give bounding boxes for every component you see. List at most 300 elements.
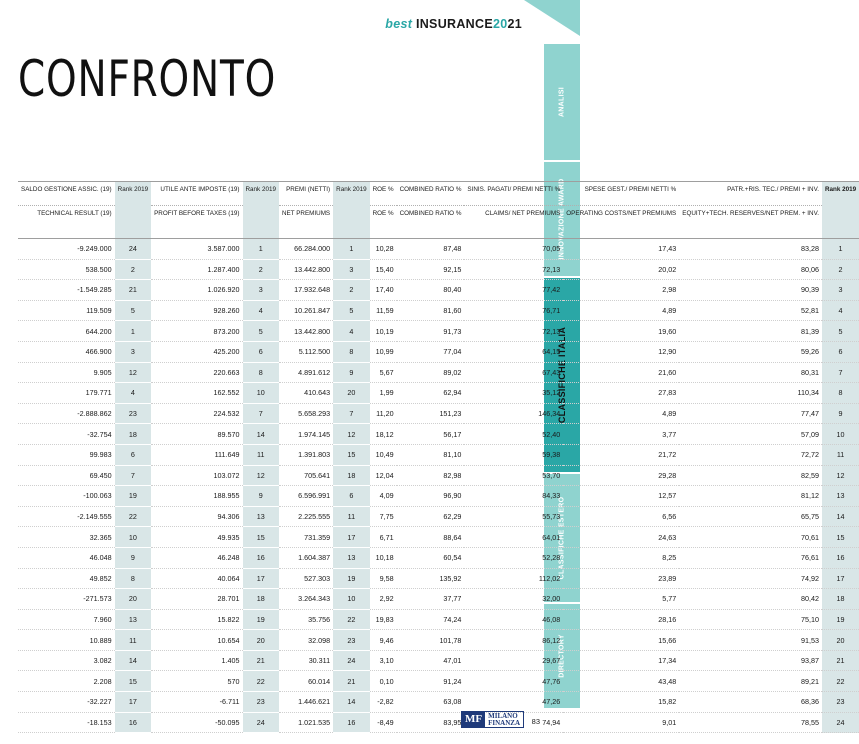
table-cell: 22 <box>333 609 369 630</box>
table-cell: 11,59 <box>370 300 397 321</box>
table-cell: 1.021.535 <box>279 712 333 733</box>
table-cell: 17 <box>115 692 151 713</box>
table-cell: 5 <box>333 300 369 321</box>
table-cell: 4 <box>115 383 151 404</box>
table-cell: 75,10 <box>679 609 822 630</box>
header-cell: UTILE ANTE IMPOSTE (19) <box>151 182 242 206</box>
table-cell: 89.570 <box>151 424 242 445</box>
table-row <box>18 589 859 610</box>
table-cell: 13 <box>115 609 151 630</box>
table-cell: 62,94 <box>397 383 465 404</box>
table-cell: 6,56 <box>563 506 679 527</box>
table-cell: 60,54 <box>397 547 465 568</box>
table-cell: 15 <box>115 671 151 692</box>
table-cell: 89,21 <box>679 671 822 692</box>
table-cell: -50.095 <box>151 712 242 733</box>
table-cell: 9,58 <box>370 568 397 589</box>
table-cell: 69.450 <box>18 465 115 486</box>
table-cell: 77,42 <box>464 280 563 301</box>
table-cell: 3.587.000 <box>151 239 242 260</box>
table-cell: 13.442.800 <box>279 259 333 280</box>
table-cell: 28,16 <box>563 609 679 630</box>
table-row <box>18 444 859 465</box>
table-cell: 19,60 <box>563 321 679 342</box>
table-cell: 3.264.343 <box>279 589 333 610</box>
table-cell: 5.112.500 <box>279 341 333 362</box>
table-cell: 220.663 <box>151 362 242 383</box>
table-row <box>18 362 859 383</box>
table-cell: 22 <box>243 671 279 692</box>
table-row <box>18 239 859 260</box>
table-cell: 62,29 <box>397 506 465 527</box>
table-row <box>18 403 859 424</box>
table-cell: 4,89 <box>563 300 679 321</box>
table-cell: 7 <box>115 465 151 486</box>
table-cell: 103.072 <box>151 465 242 486</box>
table-cell: 1 <box>822 239 859 260</box>
table-cell: 10,49 <box>370 444 397 465</box>
table-cell: 4 <box>333 321 369 342</box>
tab-label: CLASSIFICHE ESTERO <box>558 496 566 580</box>
table-cell: 90,39 <box>679 280 822 301</box>
table-cell: -2.149.555 <box>18 506 115 527</box>
table-cell: 6.596.991 <box>279 486 333 507</box>
table-cell: 12 <box>243 465 279 486</box>
table-cell: 146,34 <box>464 403 563 424</box>
table-cell: 3 <box>822 280 859 301</box>
header-cell: SINIS. PAGATI/ PREMI NETTI % <box>464 182 563 206</box>
table-cell: -2,82 <box>370 692 397 713</box>
table-cell: 74,94 <box>464 712 563 733</box>
table-cell: 47,76 <box>464 671 563 692</box>
table-cell: 3 <box>333 259 369 280</box>
table-cell: 72,13 <box>464 259 563 280</box>
table-cell: 16 <box>333 712 369 733</box>
table-cell: 67,43 <box>464 362 563 383</box>
table-cell: 81,39 <box>679 321 822 342</box>
table-cell: 13.442.800 <box>279 321 333 342</box>
table-cell: 10.889 <box>18 630 115 651</box>
logo-text <box>485 712 523 727</box>
table-cell: 7 <box>333 403 369 424</box>
table-cell: 15.822 <box>151 609 242 630</box>
table-cell: 7,75 <box>370 506 397 527</box>
table-cell: 37,77 <box>397 589 465 610</box>
corner-decoration <box>524 0 580 36</box>
header-cell: CLAIMS/ NET PREMIUMS <box>464 206 563 239</box>
header-cell: PREMI (NETTI) <box>279 182 333 206</box>
table-row <box>18 486 859 507</box>
table-cell: 77,47 <box>679 403 822 424</box>
table-cell: 59,38 <box>464 444 563 465</box>
table-cell: 10 <box>115 527 151 548</box>
table-cell: 135,92 <box>397 568 465 589</box>
table-cell: 59,26 <box>679 341 822 362</box>
table-cell: 13 <box>333 547 369 568</box>
table-cell: 83,28 <box>679 239 822 260</box>
table-cell: 873.200 <box>151 321 242 342</box>
table-cell: 6 <box>115 444 151 465</box>
table-cell: 77,04 <box>397 341 465 362</box>
table-cell: 11 <box>822 444 859 465</box>
table-row <box>18 321 859 342</box>
brand-year-b: 21 <box>507 17 522 31</box>
header-cell <box>333 206 369 239</box>
table-cell: 72,13 <box>464 321 563 342</box>
table-cell: 1.391.803 <box>279 444 333 465</box>
table-cell: 46,08 <box>464 609 563 630</box>
table-cell: 17,40 <box>370 280 397 301</box>
table-cell: 2 <box>115 259 151 280</box>
table-cell: 10,18 <box>370 547 397 568</box>
table-cell: 527.303 <box>279 568 333 589</box>
table-cell: 32,00 <box>464 589 563 610</box>
table-body <box>18 239 859 733</box>
table-cell: 15,40 <box>370 259 397 280</box>
table-cell: 17 <box>822 568 859 589</box>
table-cell: 3,10 <box>370 650 397 671</box>
header-cell: ROE % <box>370 206 397 239</box>
table-cell: 46.048 <box>18 547 115 568</box>
header-cell <box>822 206 859 239</box>
table-cell: 8 <box>822 383 859 404</box>
table-cell: 19 <box>243 609 279 630</box>
table-cell: 466.900 <box>18 341 115 362</box>
table-cell: 18 <box>333 465 369 486</box>
page-title: CONFRONTO <box>18 50 277 108</box>
brand-year-a: 20 <box>492 17 508 31</box>
table-row <box>18 465 859 486</box>
header-cell: OPERATING COSTS/NET PREMIUMS <box>563 206 679 239</box>
table-cell: 17.932.648 <box>279 280 333 301</box>
table-cell: 57,09 <box>679 424 822 445</box>
table-cell: 49.935 <box>151 527 242 548</box>
table-cell: 55,73 <box>464 506 563 527</box>
table-cell: 21,72 <box>563 444 679 465</box>
table-cell: -18.153 <box>18 712 115 733</box>
table-cell: 9 <box>243 486 279 507</box>
tab-label: ANALISI <box>558 86 566 118</box>
table-cell: 16 <box>115 712 151 733</box>
table-cell: 1,99 <box>370 383 397 404</box>
table-row <box>18 712 859 733</box>
table-cell: 63,08 <box>397 692 465 713</box>
table-cell: 20 <box>333 383 369 404</box>
header-cell: EQUITY+TECH. RESERVES/NET PREM. + INV. <box>679 206 822 239</box>
table-cell: 3,77 <box>563 424 679 445</box>
table-row <box>18 300 859 321</box>
table-cell: 4,09 <box>370 486 397 507</box>
table-cell: 94.306 <box>151 506 242 527</box>
table-cell: 224.532 <box>151 403 242 424</box>
table-cell: 23 <box>243 692 279 713</box>
tab-analisi[interactable] <box>544 42 580 160</box>
table-cell: 24 <box>243 712 279 733</box>
table-cell: 18 <box>115 424 151 445</box>
table-cell: 15 <box>333 444 369 465</box>
table-cell: 15,66 <box>563 630 679 651</box>
table-cell: 731.359 <box>279 527 333 548</box>
table-cell: 12 <box>115 362 151 383</box>
table-cell: 17,43 <box>563 239 679 260</box>
table-cell: 76,61 <box>679 547 822 568</box>
table-cell: -6.711 <box>151 692 242 713</box>
table-cell: 52,28 <box>464 547 563 568</box>
table-row <box>18 568 859 589</box>
table-cell: 81,60 <box>397 300 465 321</box>
table-cell: -100.063 <box>18 486 115 507</box>
table-cell: 3 <box>243 280 279 301</box>
table-cell: 14 <box>333 692 369 713</box>
table-cell: 7 <box>822 362 859 383</box>
table-cell: 119.509 <box>18 300 115 321</box>
table-row <box>18 650 859 671</box>
table-cell: 64,01 <box>464 527 563 548</box>
table-cell: 23 <box>333 630 369 651</box>
table-cell: 72,72 <box>679 444 822 465</box>
header-cell: COMBINED RATIO % <box>397 182 465 206</box>
table-cell: 80,42 <box>679 589 822 610</box>
table-cell: 10,99 <box>370 341 397 362</box>
table-cell: 32.098 <box>279 630 333 651</box>
table-cell: 179.771 <box>18 383 115 404</box>
header-cell: SPESE GEST./ PREMI NETTI % <box>563 182 679 206</box>
table-cell: 10,28 <box>370 239 397 260</box>
table-cell: 1.287.400 <box>151 259 242 280</box>
table-cell: 1.026.920 <box>151 280 242 301</box>
table-cell: 10 <box>243 383 279 404</box>
table-cell: 2.208 <box>18 671 115 692</box>
table-cell: 14 <box>115 650 151 671</box>
header-cell: PATR.+RIS. TEC./ PREMI + INV. <box>679 182 822 206</box>
table-cell: 2,98 <box>563 280 679 301</box>
table-cell: 12,90 <box>563 341 679 362</box>
table-cell: 20 <box>243 630 279 651</box>
page-number: 83 <box>531 717 540 726</box>
table-cell: 1.974.145 <box>279 424 333 445</box>
table-cell: 15,82 <box>563 692 679 713</box>
table-cell: 18 <box>822 589 859 610</box>
table-cell: 35,12 <box>464 383 563 404</box>
header-cell: COMBINED RATIO % <box>397 206 465 239</box>
table-row <box>18 280 859 301</box>
table-cell: 5,77 <box>563 589 679 610</box>
table-cell: -1.549.285 <box>18 280 115 301</box>
table-cell: 10.654 <box>151 630 242 651</box>
table-row <box>18 671 859 692</box>
table-cell: 78,55 <box>679 712 822 733</box>
table-cell: 81,10 <box>397 444 465 465</box>
table-cell: 52,81 <box>679 300 822 321</box>
table-cell: 40.064 <box>151 568 242 589</box>
table-cell: 4 <box>243 300 279 321</box>
table-cell: 9,01 <box>563 712 679 733</box>
table-cell: -32.754 <box>18 424 115 445</box>
table-cell: 538.500 <box>18 259 115 280</box>
header-cell: Rank 2019 <box>333 182 369 206</box>
table-cell: 24,63 <box>563 527 679 548</box>
table-cell: 35.756 <box>279 609 333 630</box>
table-cell: 9.905 <box>18 362 115 383</box>
table-cell: 23,89 <box>563 568 679 589</box>
table-cell: 19 <box>115 486 151 507</box>
table-cell: 80,31 <box>679 362 822 383</box>
table-cell: 70,05 <box>464 239 563 260</box>
table-cell: 16 <box>822 547 859 568</box>
table-row <box>18 383 859 404</box>
table-cell: 21 <box>115 280 151 301</box>
table-cell: 151,23 <box>397 403 465 424</box>
table-cell: 27,83 <box>563 383 679 404</box>
table-cell: 9 <box>333 362 369 383</box>
table-cell: 112,02 <box>464 568 563 589</box>
table-cell: 23 <box>822 692 859 713</box>
header-cell: PROFIT BEFORE TAXES (19) <box>151 206 242 239</box>
table-cell: 2.225.555 <box>279 506 333 527</box>
table-row <box>18 630 859 651</box>
table-cell: 23 <box>115 403 151 424</box>
table-cell: 11,20 <box>370 403 397 424</box>
table-cell: 6 <box>243 341 279 362</box>
table-cell: 5,67 <box>370 362 397 383</box>
table-cell: 1 <box>333 239 369 260</box>
table-cell: 111.649 <box>151 444 242 465</box>
table-cell: 18 <box>243 589 279 610</box>
header-cell: Rank 2019 <box>115 182 151 206</box>
table-cell: 2 <box>243 259 279 280</box>
table-cell: 68,36 <box>679 692 822 713</box>
table-cell: 162.552 <box>151 383 242 404</box>
table-cell: 21 <box>822 650 859 671</box>
table-cell: 2,92 <box>370 589 397 610</box>
table-cell: 11 <box>333 506 369 527</box>
header-row-english <box>18 206 859 239</box>
table-cell: 7 <box>243 403 279 424</box>
table-cell: 24 <box>822 712 859 733</box>
table-cell: 1 <box>243 239 279 260</box>
table-cell: 6 <box>333 486 369 507</box>
table-cell: 19 <box>822 609 859 630</box>
table-cell: 705.641 <box>279 465 333 486</box>
header-cell: NET PREMIUMS <box>279 206 333 239</box>
table-cell: -2.888.862 <box>18 403 115 424</box>
table-cell: 49.852 <box>18 568 115 589</box>
logo-mf: MF <box>462 712 485 727</box>
header-row-italian <box>18 182 859 206</box>
table-cell: 9,46 <box>370 630 397 651</box>
table-cell: 47,26 <box>464 692 563 713</box>
table-cell: 17,34 <box>563 650 679 671</box>
table-cell: -8,49 <box>370 712 397 733</box>
header-cell <box>243 206 279 239</box>
table-cell: 12 <box>333 424 369 445</box>
header-cell <box>115 206 151 239</box>
table-cell: 12 <box>822 465 859 486</box>
table-cell: 10 <box>333 589 369 610</box>
table-cell: 60.014 <box>279 671 333 692</box>
table-cell: 43,48 <box>563 671 679 692</box>
table-cell: 86,12 <box>464 630 563 651</box>
table-cell: 17 <box>333 527 369 548</box>
table-cell: 92,15 <box>397 259 465 280</box>
table-cell: 46.248 <box>151 547 242 568</box>
table-cell: 91,24 <box>397 671 465 692</box>
table-cell: 7.960 <box>18 609 115 630</box>
table-cell: 21,60 <box>563 362 679 383</box>
table-cell: 18,12 <box>370 424 397 445</box>
table-cell: 1.446.621 <box>279 692 333 713</box>
table-row <box>18 259 859 280</box>
table-cell: 12,04 <box>370 465 397 486</box>
table-cell: 64,15 <box>464 341 563 362</box>
header-cell: Rank 2019 <box>822 182 859 206</box>
table-cell: 425.200 <box>151 341 242 362</box>
table-cell: 91,53 <box>679 630 822 651</box>
brand-header <box>385 17 522 31</box>
table-cell: 89,02 <box>397 362 465 383</box>
table-cell: 52,40 <box>464 424 563 445</box>
header-cell: TECHNICAL RESULT (19) <box>18 206 115 239</box>
table-cell: 20 <box>115 589 151 610</box>
table-cell: 10,19 <box>370 321 397 342</box>
table-cell: 10 <box>822 424 859 445</box>
table-cell: 74,24 <box>397 609 465 630</box>
logo-line-1: MILANO <box>488 711 518 720</box>
table-cell: 410.643 <box>279 383 333 404</box>
comparison-table <box>18 178 859 733</box>
table-cell: 21 <box>243 650 279 671</box>
table-cell: 15 <box>243 527 279 548</box>
header-cell: SALDO GESTIONE ASSIC. (19) <box>18 182 115 206</box>
table-cell: 19,83 <box>370 609 397 630</box>
table-row <box>18 527 859 548</box>
table-cell: 93,87 <box>679 650 822 671</box>
table-cell: 96,90 <box>397 486 465 507</box>
table-cell: 928.260 <box>151 300 242 321</box>
table-cell: 4.891.612 <box>279 362 333 383</box>
table-cell: 80,06 <box>679 259 822 280</box>
table-cell: 19 <box>333 568 369 589</box>
table-cell: 5 <box>822 321 859 342</box>
table-row <box>18 609 859 630</box>
table-row <box>18 692 859 713</box>
tab-label: INNOVAZIONE AWARD <box>558 178 566 260</box>
mf-milano-finanza-logo <box>461 711 524 728</box>
table-cell: 91,73 <box>397 321 465 342</box>
table-cell: 11 <box>243 444 279 465</box>
table-cell: 22 <box>822 671 859 692</box>
table-cell: 12,57 <box>563 486 679 507</box>
table-cell: 30.311 <box>279 650 333 671</box>
table-cell: 13 <box>822 486 859 507</box>
table-cell: -271.573 <box>18 589 115 610</box>
table-cell: 2 <box>822 259 859 280</box>
table-cell: 0,10 <box>370 671 397 692</box>
header-cell: Rank 2019 <box>243 182 279 206</box>
table-cell: 17 <box>243 568 279 589</box>
brand-insurance: INSURANCE <box>415 17 493 31</box>
table-cell: 1.604.387 <box>279 547 333 568</box>
tab-label: DIRECTORY <box>558 634 566 678</box>
table-cell: 1.405 <box>151 650 242 671</box>
tab-label: CLASSIFICHE ITALIA <box>557 326 567 424</box>
table-cell: 80,40 <box>397 280 465 301</box>
table-cell: 81,12 <box>679 486 822 507</box>
header-cell: ROE % <box>370 182 397 206</box>
table-row <box>18 506 859 527</box>
table-cell: 5 <box>115 300 151 321</box>
table-cell: -9.249.000 <box>18 239 115 260</box>
